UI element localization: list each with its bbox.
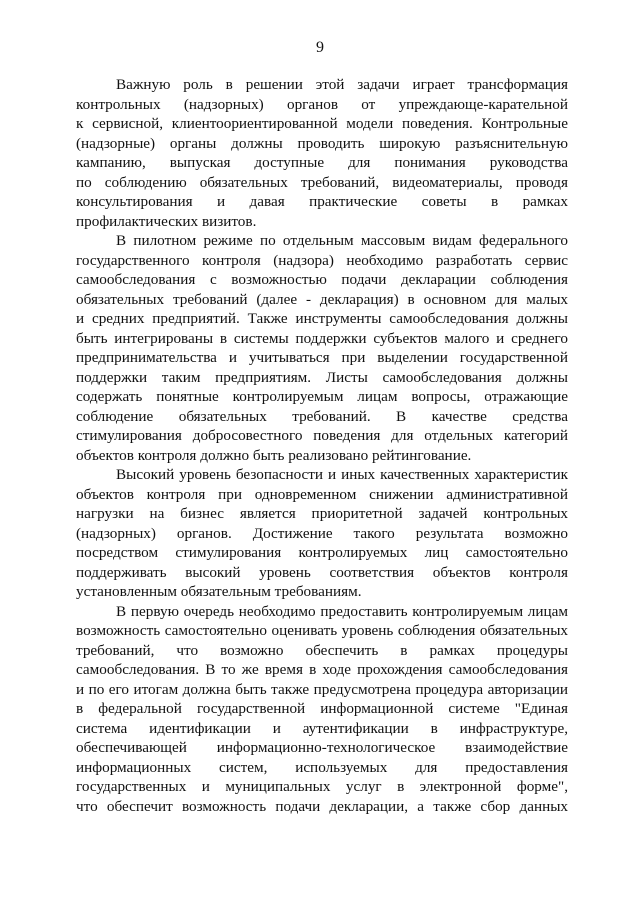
text-line: нагрузки на бизнес является приоритетной задачей контрольных	[76, 505, 568, 522]
text-line: что обеспечит возможность подачи декларации, а также сбор данных	[76, 797, 568, 815]
text-line: стимулирования добросовестного поведения для отдельных категорий	[76, 427, 568, 444]
text-line: (надзорные) органы должны проводить широкую разъяснительную	[76, 134, 568, 152]
text-line: возможность самостоятельно оценивать уровень соблюдения обязательных	[76, 622, 568, 639]
page-number: 9	[316, 39, 324, 56]
text-line: к сервисной, клиентоориентированной модели поведения. Контрольные	[76, 115, 568, 132]
text-line: и по его итогам должна быть также предусмотрена процедура авторизации	[76, 680, 568, 698]
text-line: обязательных требований (далее - декларация) в основном для малых	[76, 290, 568, 308]
text-line: (надзорных) органов. Достижение такого результата возможно	[76, 524, 568, 542]
text-line: самообследования с возможностью подачи декларации соблюдения	[76, 271, 568, 288]
text-line: быть интегрированы в системы поддержки субъектов малого и среднего	[76, 329, 568, 347]
text-line: и средних предприятий. Также инструменты самообследования должны	[76, 310, 568, 327]
paragraph-1	[76, 75, 568, 231]
body-text	[76, 75, 568, 816]
text-line: контрольных (надзорных) органов от упреждающе-карательной	[76, 95, 568, 113]
text-line: посредством стимулирования контролируемых лиц самостоятельно	[76, 544, 568, 561]
text-line: государственного контроля (надзора) необходимо разработать сервис	[76, 251, 568, 269]
text-line: установленным обязательным требованиям.	[76, 583, 362, 600]
text-line: поддерживать высокий уровень соответствия объектов контроля	[76, 563, 568, 581]
paragraph-4	[76, 602, 568, 817]
text-line: по соблюдению обязательных требований, видеоматериалы, проводя	[76, 173, 568, 191]
text-line: поддержки таким предприятиям. Листы самообследования должны	[76, 368, 568, 386]
paragraph-3	[76, 465, 568, 602]
text-line: объектов контроля должно быть реализовано рейтингование.	[76, 446, 472, 464]
text-line: самообследования. В то же время в ходе прохождения самообследования	[76, 661, 568, 678]
text-line: требований, что возможно обеспечить в рамках процедуры	[76, 641, 568, 659]
text-line: информационных систем, используемых для предоставления	[76, 758, 568, 776]
text-line: обеспечивающей информационно-технологическое взаимодействие	[76, 739, 568, 756]
text-line: система идентификации и аутентификации в инфраструктуре,	[76, 719, 568, 737]
text-line: Важную роль в решении этой задачи играет трансформация	[116, 76, 568, 93]
text-line: кампанию, выпуская доступные для понимания руководства	[76, 154, 568, 171]
text-line: государственных и муниципальных услуг в электронной форме",	[76, 778, 568, 795]
text-line: объектов контроля при одновременном снижении административной	[76, 485, 568, 503]
paragraph-2	[76, 231, 568, 465]
text-line: профилактических визитов.	[76, 212, 257, 230]
text-line: Высокий уровень безопасности и иных качественных характеристик	[116, 466, 568, 483]
text-line: содержать понятные контролируемым лицам вопросы, отражающие	[76, 388, 568, 405]
text-line: предпринимательства и учитываться при выделении государственной	[76, 349, 568, 366]
text-line: консультирования и давая практические советы в рамках	[76, 193, 568, 210]
text-line: соблюдение обязательных требований. В качестве средства	[76, 407, 568, 425]
text-line: В пилотном режиме по отдельным массовым видам федерального	[116, 232, 568, 249]
text-line: в федеральной государственной информационной системе "Единая	[76, 700, 568, 717]
text-line: В первую очередь необходимо предоставить контролируемым лицам	[116, 602, 568, 620]
